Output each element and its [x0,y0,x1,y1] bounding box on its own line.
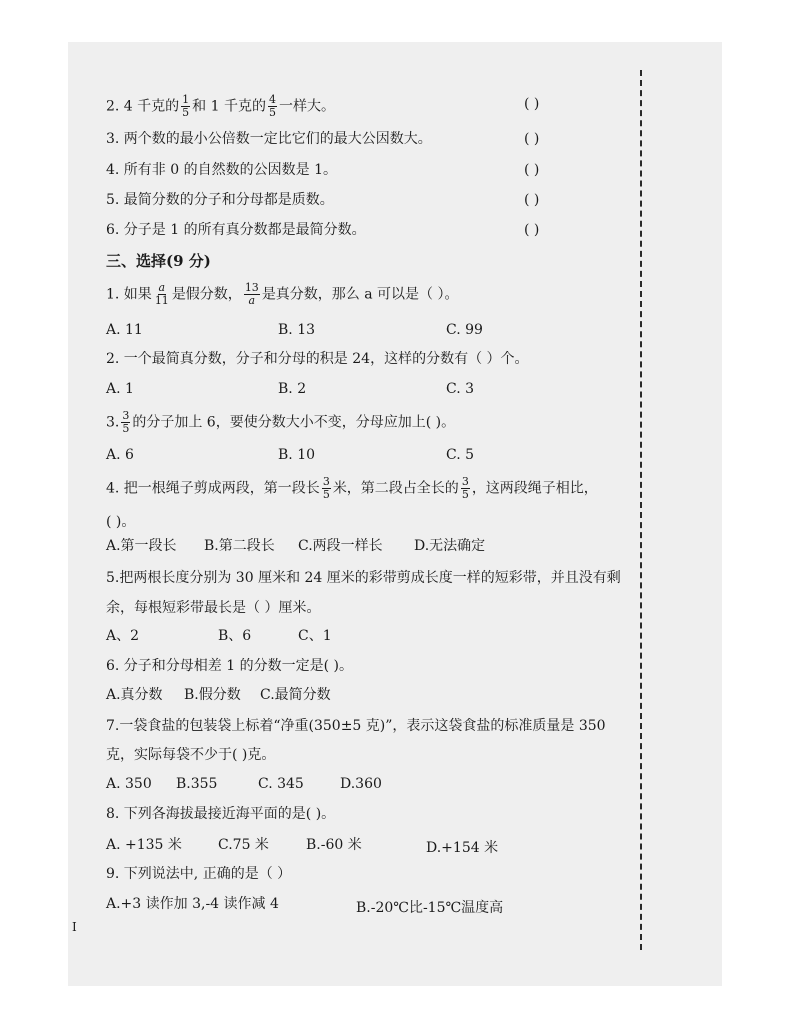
option-d[interactable]: D.+154 米 [426,840,499,856]
option-b[interactable]: B.假分数 [184,687,241,703]
option-d[interactable]: D.360 [340,776,382,792]
choice-question-9: 9. 下列说法中, 正确的是（ ） [106,866,292,882]
fraction: $\frac{1}{5}$ [182,93,190,119]
answer-paren-4[interactable]: ( ) [524,162,540,178]
choice-question-3: 3. $\frac{3}{5}$ 的分子加上 6，要使分数大小不变，分母应加上( )。 [106,409,456,435]
answer-paren-6[interactable]: ( ) [524,222,540,238]
option-c[interactable]: C. 5 [446,447,475,463]
fraction: $\frac{3}{5}$ [322,475,330,501]
answer-paren-5[interactable]: ( ) [524,192,540,208]
judge-item-6: 6. 分子是 1 的所有真分数都是最简分数。 [106,222,366,238]
exam-paper [68,42,722,986]
option-b[interactable]: B、6 [218,628,252,644]
option-a[interactable]: A.第一段长 [106,538,177,554]
choice-question-6: 6. 分子和分母相差 1 的分数一定是( )。 [106,658,353,674]
judge-item-5: 5. 最简分数的分子和分母都是质数。 [106,192,334,208]
option-b[interactable]: B. 2 [278,381,307,397]
option-a[interactable]: A.+3 读作加 3,-4 读作减 4 [106,896,279,912]
choice-question-4: 4. 把一根绳子剪成两段，第一段长 $\frac{3}{5}$ 米，第二段占全长的 $\frac{3}{5}$ ，这两段绳子相比， [106,475,598,501]
choice-question-1: 1. 如果 $\frac{a}{11}$ 是假分数， $\frac{13}{a}$ 是真分数，那么 a 可以是（ ）。 [106,281,459,307]
fraction: $\frac{13}{a}$ [244,281,259,307]
judge-item-4: 4. 所有非 0 的自然数的公因数是 1。 [106,162,337,178]
option-a[interactable]: A. 6 [106,447,134,463]
choice-question-4-answer[interactable]: ( )。 [106,514,136,530]
margin-mark: I [72,920,77,934]
option-b[interactable]: B.-60 米 [306,837,362,853]
option-c[interactable]: C. 99 [446,322,483,338]
option-c[interactable]: C. 345 [258,776,304,792]
fraction: $\frac{3}{5}$ [461,475,469,501]
fraction: $\frac{a}{11}$ [154,281,169,307]
fraction: $\frac{3}{5}$ [122,409,130,435]
option-a[interactable]: A. 1 [106,381,134,397]
option-a[interactable]: A.真分数 [106,687,163,703]
answer-paren-2[interactable]: ( ) [524,96,540,112]
option-c[interactable]: C.最简分数 [260,687,331,703]
fraction: $\frac{4}{5}$ [268,93,276,119]
fold-line [640,70,642,950]
option-b[interactable]: B.-20℃比-15℃温度高 [356,900,504,916]
choice-question-8: 8. 下列各海拔最接近海平面的是( )。 [106,806,336,822]
choice-question-7: 7.一袋食盐的包装袋上标着“净重(350±5 克)”，表示这袋食盐的标准质量是 350 [106,718,606,734]
option-d[interactable]: D.无法确定 [414,538,486,554]
option-a[interactable]: A. +135 米 [106,837,182,853]
choice-question-5: 5.把两根长度分别为 30 厘米和 24 厘米的彩带剪成长度一样的短彩带，并且没有剩 [106,570,621,586]
option-a[interactable]: A、2 [106,628,140,644]
option-b[interactable]: B. 13 [278,322,316,338]
choice-question-7-line2: 克，实际每袋不少于( )克。 [106,747,276,763]
option-b[interactable]: B.第二段长 [204,538,275,554]
option-b[interactable]: B.355 [176,776,218,792]
option-c[interactable]: C.两段一样长 [298,538,383,554]
judge-item-2: 2. 4 千克的 $\frac{1}{5}$ 和 1 千克的 $\frac{4}{5}$ 一样大。 [106,93,335,119]
choice-question-5-line2: 余，每根短彩带最长是（ ）厘米。 [106,600,321,616]
option-b[interactable]: B. 10 [278,447,316,463]
option-a[interactable]: A. 350 [106,776,152,792]
choice-question-2: 2. 一个最简真分数，分子和分母的积是 24，这样的分数有（ ）个。 [106,351,529,367]
option-a[interactable]: A. 11 [106,322,143,338]
judge-item-3: 3. 两个数的最小公倍数一定比它们的最大公因数大。 [106,131,432,147]
option-c[interactable]: C.75 米 [218,837,269,853]
answer-paren-3[interactable]: ( ) [524,131,540,147]
section-heading: 三、选择(9 分) [106,252,211,270]
option-c[interactable]: C. 3 [446,381,475,397]
option-c[interactable]: C、1 [298,628,332,644]
